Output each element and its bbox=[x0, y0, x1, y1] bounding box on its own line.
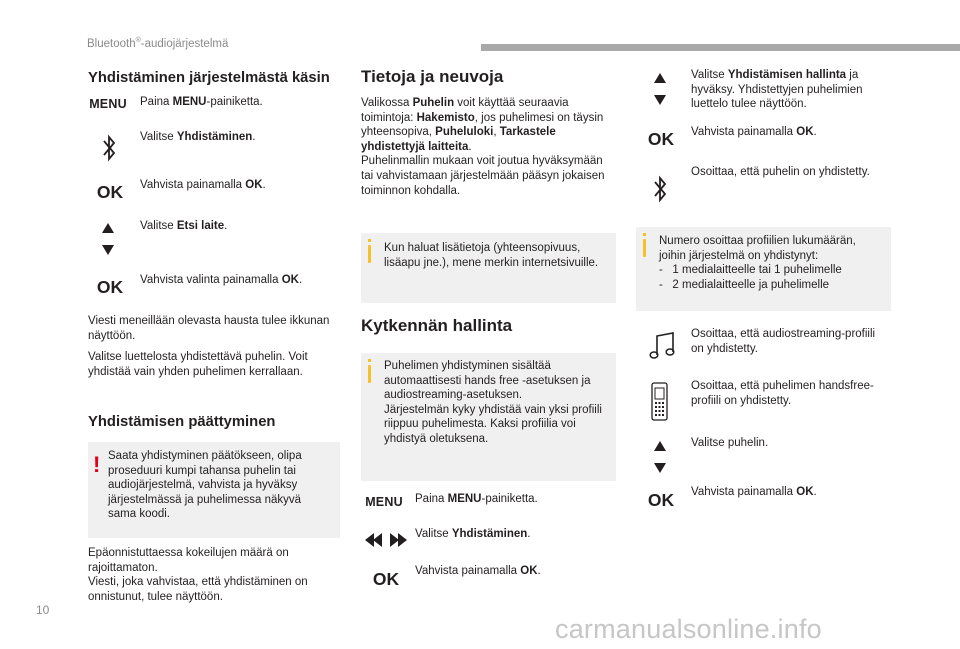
section-heading-pairing: Yhdistäminen järjestelmästä käsin bbox=[88, 70, 330, 86]
section-heading-pairing-end: Yhdistämisen päättyminen bbox=[88, 414, 276, 430]
music-note-icon bbox=[648, 331, 676, 361]
bluetooth-icon bbox=[650, 172, 670, 206]
menu-button-icon: MENU bbox=[365, 495, 403, 509]
up-down-arrows-icon bbox=[652, 440, 668, 474]
paragraph: Epäonnistuttaessa kokeilujen määrä on rajoittamaton. Viesti, joka vahvistaa, että yhdistäminen on onnistunut, tulee näyttöön. bbox=[88, 547, 308, 603]
ok-button-icon: OK bbox=[96, 181, 124, 202]
step-text: Valitse Yhdistämisen hallinta ja hyväksy. Yhdistettyjen puhelimien luettelo tulee näyttöön. bbox=[691, 69, 863, 111]
warning-box bbox=[88, 442, 340, 538]
step-text: Osoittaa, että puhelin on yhdistetty. bbox=[691, 166, 870, 178]
menu-button-icon: MENU bbox=[89, 97, 127, 111]
step-text: Valitse Yhdistäminen. bbox=[415, 528, 531, 540]
note-list-item: - 1 medialaitteelle tai 1 puhelimelle bbox=[659, 264, 842, 277]
info-icon bbox=[368, 365, 371, 383]
step-text: Valitse Etsi laite. bbox=[140, 220, 228, 232]
step-text: Vahvista painamalla OK. bbox=[415, 565, 541, 577]
ok-button-icon: OK bbox=[372, 568, 400, 589]
section-heading-info: Tietoja ja neuvoja bbox=[361, 67, 504, 86]
paragraph: Viesti meneillään olevasta hausta tulee ikkunan näyttöön. bbox=[88, 315, 330, 342]
mobile-phone-icon bbox=[650, 382, 670, 422]
page-number: 10 bbox=[36, 603, 50, 617]
step-text: Vahvista painamalla OK. bbox=[140, 179, 266, 191]
info-paragraph: Valikossa Puhelin voit käyttää seuraavia toimintoja: Hakemisto, jos puhelimesi on täysin yhteensopiva, Puheluloki, Tarkastele yhdistettyjä laitteita. Puhelinmallin mukaan voit joutua hyväksymään tai vahvistamaan järjestelmään pääsyn jokaisen toiminnon kohdalla. bbox=[361, 97, 605, 197]
up-down-arrows-icon bbox=[100, 222, 116, 256]
note-list-item: - 2 medialaitteelle ja puhelimelle bbox=[659, 278, 830, 291]
header-bar bbox=[481, 44, 960, 51]
step-text: Vahvista painamalla OK. bbox=[691, 126, 817, 138]
left-right-arrows-icon bbox=[364, 532, 408, 548]
ok-button-icon: OK bbox=[647, 128, 675, 149]
step-text: Osoittaa, että audiostreaming-profiili on yhdistetty. bbox=[691, 328, 876, 355]
watermark: carmanualsonline.info bbox=[555, 614, 822, 644]
up-down-arrows-icon bbox=[652, 72, 668, 106]
info-icon bbox=[368, 245, 371, 263]
bluetooth-icon bbox=[99, 131, 119, 165]
info-note-text: Puhelimen yhdistyminen sisältää automaattisesti hands free -asetuksen ja audiostreaming-asetuksen. Järjestelmän kyky yhdistää vain yksi profiili riippuu puhelimesta. Kaksi profiilia voi yhdistyä oletuksena. bbox=[384, 360, 602, 445]
info-note bbox=[636, 227, 891, 311]
step-text: Valitse puhelin. bbox=[691, 437, 769, 449]
info-note bbox=[361, 353, 616, 481]
warning-exclamation-icon: ! bbox=[93, 452, 101, 477]
info-icon bbox=[643, 239, 646, 257]
info-note-text: Numero osoittaa profiilien lukumäärän, joihin järjestelmä on yhdistynyt: - 1 medialaitteelle tai 1 puhelimelle - 2 medialaitteelle ja puhelimelle bbox=[659, 234, 885, 292]
running-header: Bluetooth®-audiojärjestelmä bbox=[87, 37, 229, 50]
step-text: Paina MENU-painiketta. bbox=[140, 96, 263, 108]
step-text: Vahvista painamalla OK. bbox=[691, 486, 817, 498]
paragraph: Valitse luettelosta yhdistettävä puhelin. Voit yhdistää vain yhden puhelimen kerrallaan. bbox=[88, 351, 308, 378]
ok-button-icon: OK bbox=[647, 489, 675, 510]
step-text: Valitse Yhdistäminen. bbox=[140, 131, 256, 143]
step-text: Vahvista valinta painamalla OK. bbox=[140, 274, 303, 286]
warning-text: Saata yhdistyminen päätökseen, olipa proseduuri kumpi tahansa puhelin tai audiojärjestelmä, vahvista ja hyväksy järjestelmässä ja puhelimessa näkyvä sama koodi. bbox=[108, 450, 302, 521]
info-note-text: Kun haluat lisätietoja (yhteensopivuus, lisäapu jne.), mene merkin internetsivuille. bbox=[384, 242, 599, 269]
ok-button-icon: OK bbox=[96, 276, 124, 297]
section-heading-connection-management: Kytkennän hallinta bbox=[361, 316, 513, 335]
step-text: Osoittaa, että puhelimen handsfree-profiili on yhdistetty. bbox=[691, 380, 874, 407]
step-text: Paina MENU-painiketta. bbox=[415, 493, 538, 505]
info-note bbox=[361, 233, 616, 303]
